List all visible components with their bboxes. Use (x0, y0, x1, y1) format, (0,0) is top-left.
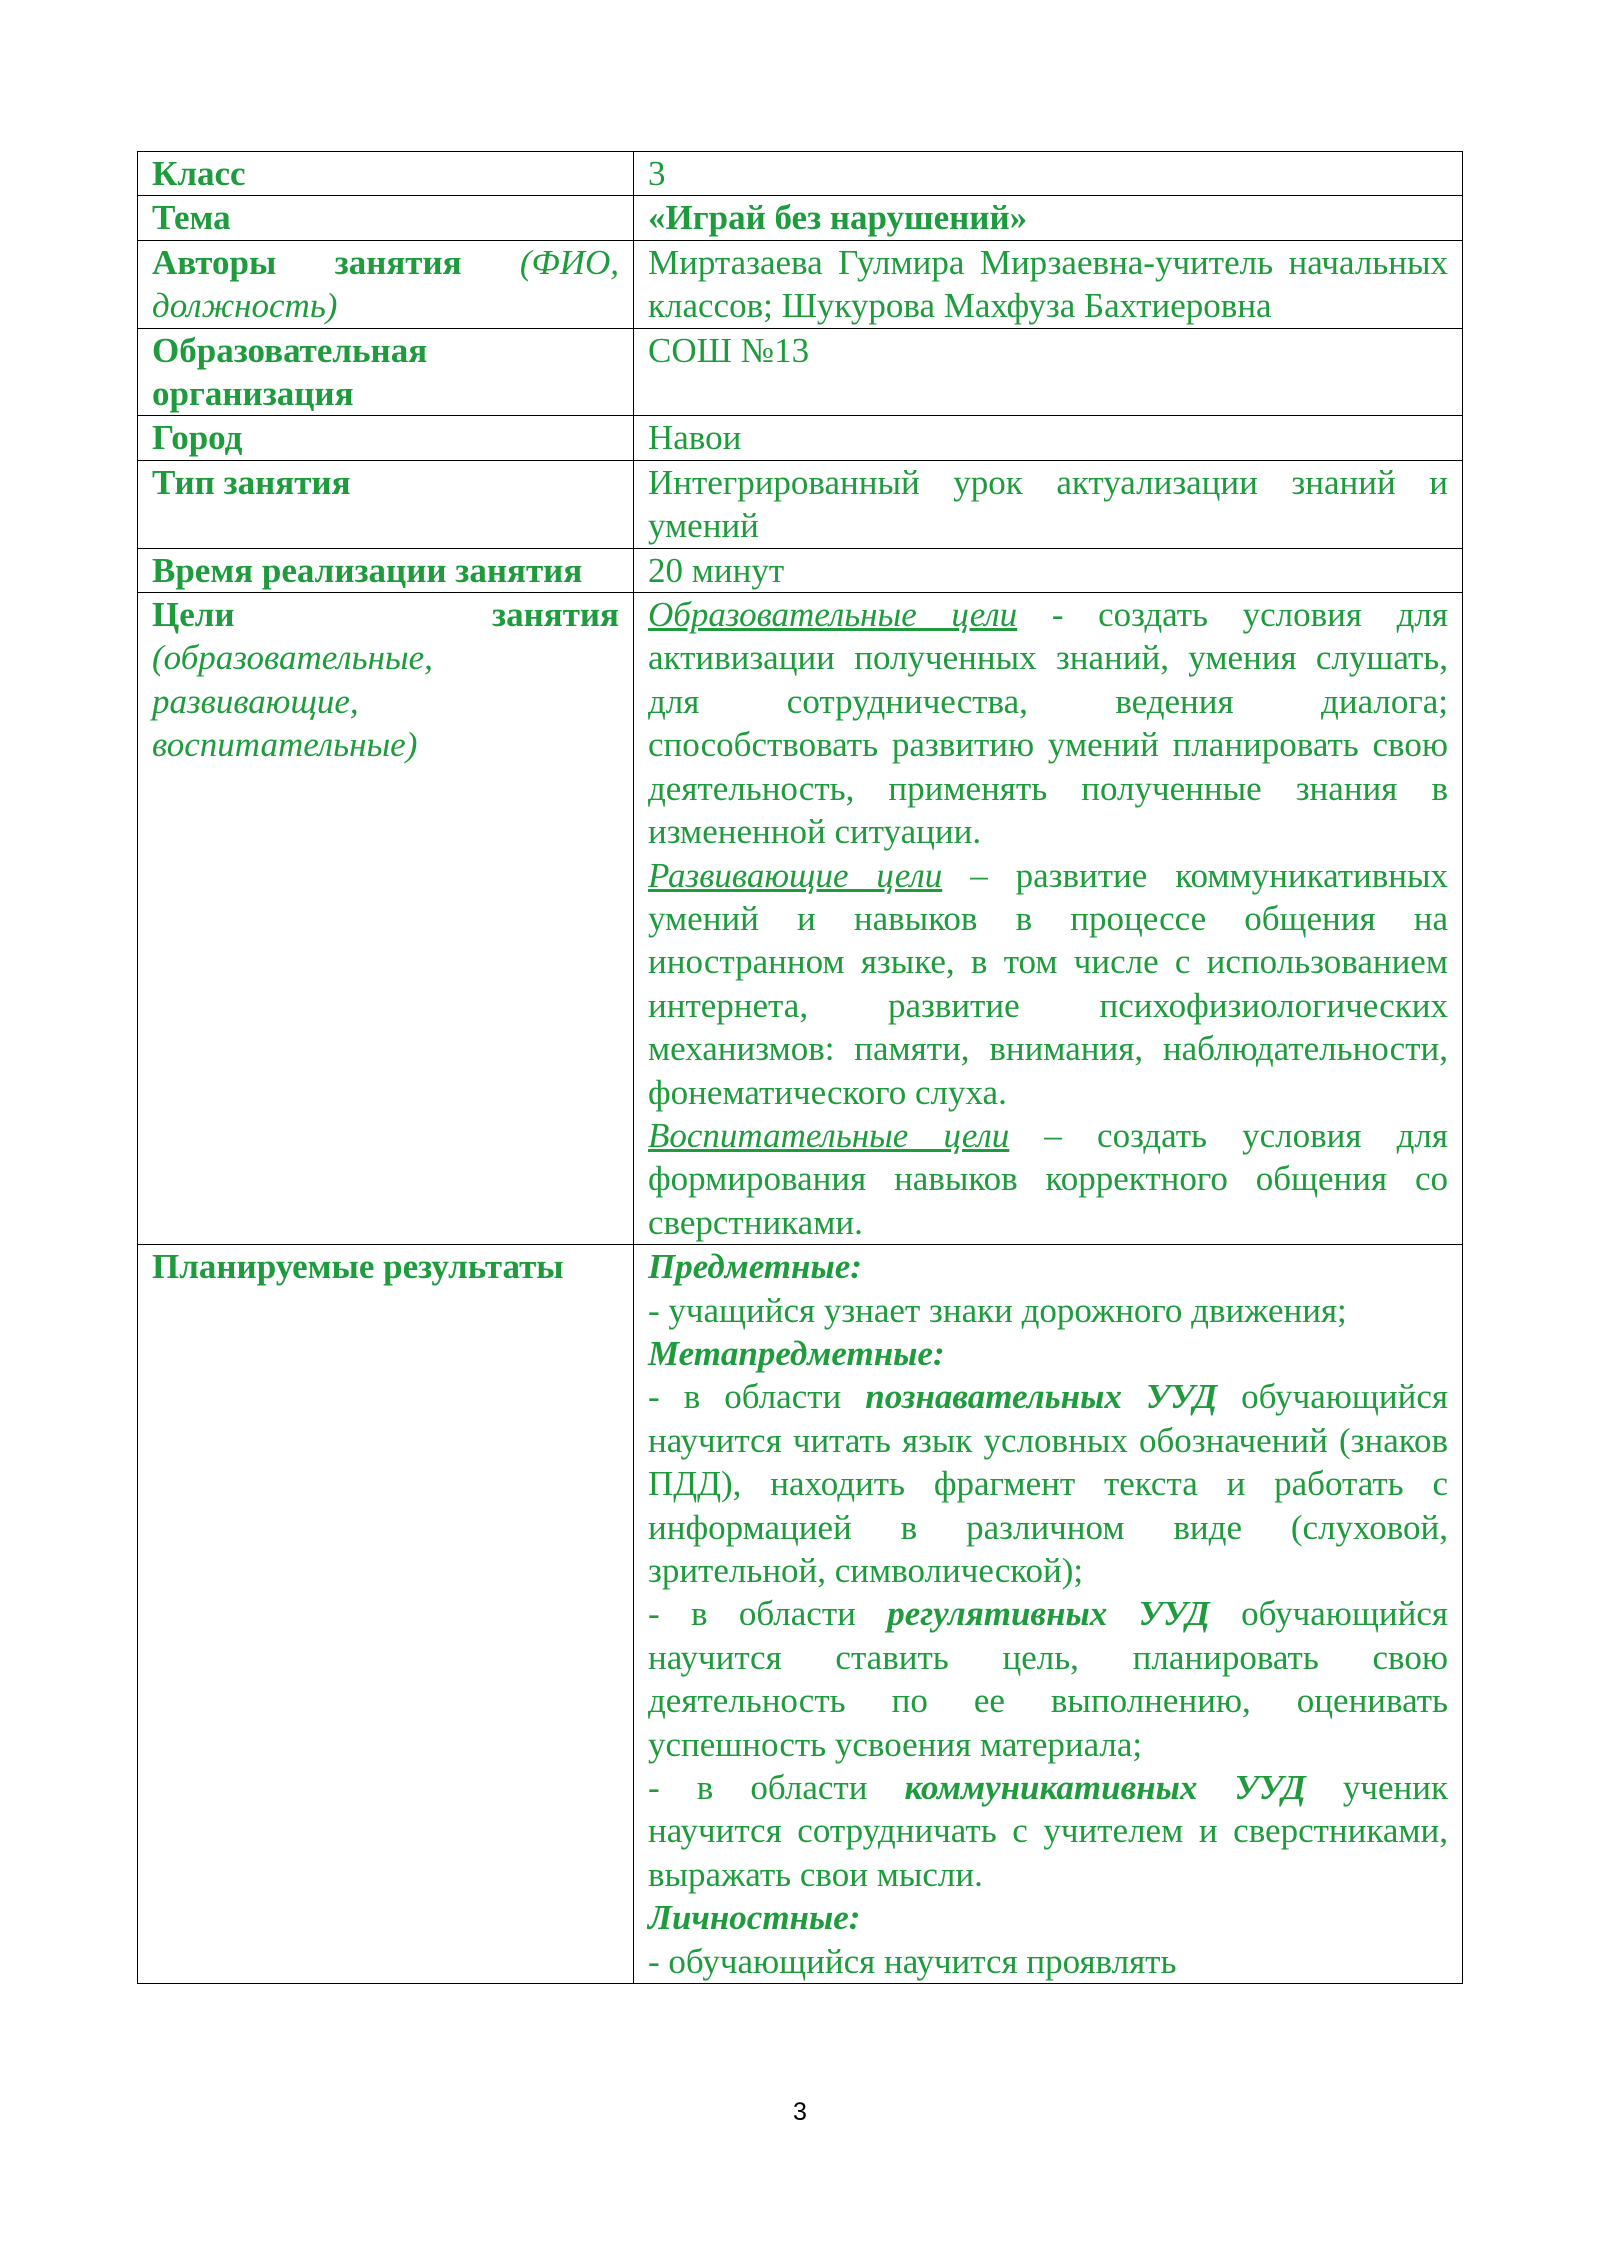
row-value (634, 152, 1463, 196)
table-row (138, 152, 1463, 196)
row-value (634, 593, 1463, 1245)
page-number: 3 (793, 2098, 807, 2126)
goal-text: – развитие коммуникативных умений и навыков в процессе общения на иностранном языке, в том числе с использованием интернета, развитие психофизиологических механизмов: памяти, внимания, наблюдательности, фонематического слуха. (648, 855, 1448, 1112)
results-subject-title: Предметные: (648, 1247, 862, 1287)
goal-text: – создать условия для формирования навыков корректного общения со сверстниками. (648, 1115, 1448, 1242)
results-meta-title: Метапредметные: (648, 1333, 945, 1373)
goal-upbringing (648, 1114, 1448, 1244)
row-value (634, 240, 1463, 328)
table-row (138, 240, 1463, 328)
row-label (138, 1245, 634, 1984)
row-label (138, 416, 634, 460)
row-label (138, 240, 634, 328)
value-text: 3 (648, 154, 666, 193)
row-label (138, 196, 634, 240)
item-text: обучающийся научится читать язык условных обозначений (знаков ПДД), находить фрагмент текста и работать с информацией в различном виде (слуховой, зрительной, символической); (648, 1377, 1448, 1590)
label-text: Город (152, 418, 243, 458)
row-label (138, 328, 634, 416)
row-value (634, 196, 1463, 240)
label-text: Тема (152, 198, 231, 238)
results-personal-title: Личностные: (648, 1898, 861, 1938)
label-text: Планируемые результаты (152, 1247, 564, 1287)
label-text: Время реализации занятия (152, 550, 583, 590)
value-text: Интегрированный урок актуализации знаний и умений (648, 462, 1448, 546)
results-cognitive (648, 1375, 1448, 1592)
row-label (138, 460, 634, 548)
goal-title: Образовательные цели (648, 595, 1018, 635)
row-label (138, 152, 634, 196)
label-note: (ФИО, должность) (152, 242, 619, 326)
item-prefix: - в области (648, 1768, 905, 1808)
results-personal-text: - обучающийся научится проявлять (648, 1941, 1177, 1981)
item-emphasis: познавательных УУД (865, 1377, 1218, 1417)
table-row (138, 328, 1463, 416)
goal-text: - создать условия для активизации полученных знаний, умения слушать, для сотрудничества, ведения диалога; способствовать развитию умений планировать свою деятельность, применять полученные знания в измененной ситуации. (648, 595, 1448, 852)
label-text: Класс (152, 154, 246, 193)
item-text: ученик научится сотрудничать с учителем и сверстниками, выражать свои мысли. (648, 1768, 1448, 1894)
lesson-plan-table (137, 151, 1463, 1984)
row-label (138, 548, 634, 592)
label-text: Тип занятия (152, 462, 351, 502)
topic-text: «Играй без нарушений» (648, 198, 1028, 238)
label-text: Образовательная организация (152, 330, 428, 414)
table-row (138, 548, 1463, 592)
item-prefix: - в области (648, 1377, 866, 1417)
goal-educational (648, 593, 1448, 853)
value-text: 20 минут (648, 550, 785, 590)
item-text: обучающийся научится ставить цель, планировать свою деятельность по ее выполнению, оценивать успешность усвоения материала; (648, 1594, 1448, 1764)
label-text: Цели занятия (152, 595, 619, 635)
row-value (634, 1245, 1463, 1984)
item-emphasis: регулятивных УУД (887, 1594, 1210, 1634)
table-row (138, 416, 1463, 460)
table-row (138, 196, 1463, 240)
table-row (138, 460, 1463, 548)
row-value (634, 460, 1463, 548)
row-value (634, 416, 1463, 460)
results-communicative (648, 1766, 1448, 1896)
item-prefix: - в области (648, 1594, 888, 1634)
table-row (138, 593, 1463, 1245)
results-subject-text: - учащийся узнает знаки дорожного движения; (648, 1290, 1347, 1330)
row-label (138, 593, 634, 1245)
label-note: (образовательные, развивающие, воспитательные) (152, 638, 433, 765)
value-text: СОШ №13 (648, 330, 810, 370)
authors-text: Миртазаева Гулмира Мирзаевна-учитель начальных классов; Шукурова Махфуза Бахтиеровна (648, 242, 1448, 326)
row-value (634, 548, 1463, 592)
results-regulatory (648, 1592, 1448, 1766)
row-value (634, 328, 1463, 416)
item-emphasis: коммуникативных УУД (904, 1768, 1306, 1808)
label-text: Авторы занятия (152, 242, 462, 282)
goal-title: Воспитательные цели (648, 1115, 1010, 1155)
value-text: Навои (648, 418, 742, 458)
table-row (138, 1245, 1463, 1984)
goal-developing (648, 854, 1448, 1114)
goal-title: Развивающие цели (648, 855, 943, 895)
